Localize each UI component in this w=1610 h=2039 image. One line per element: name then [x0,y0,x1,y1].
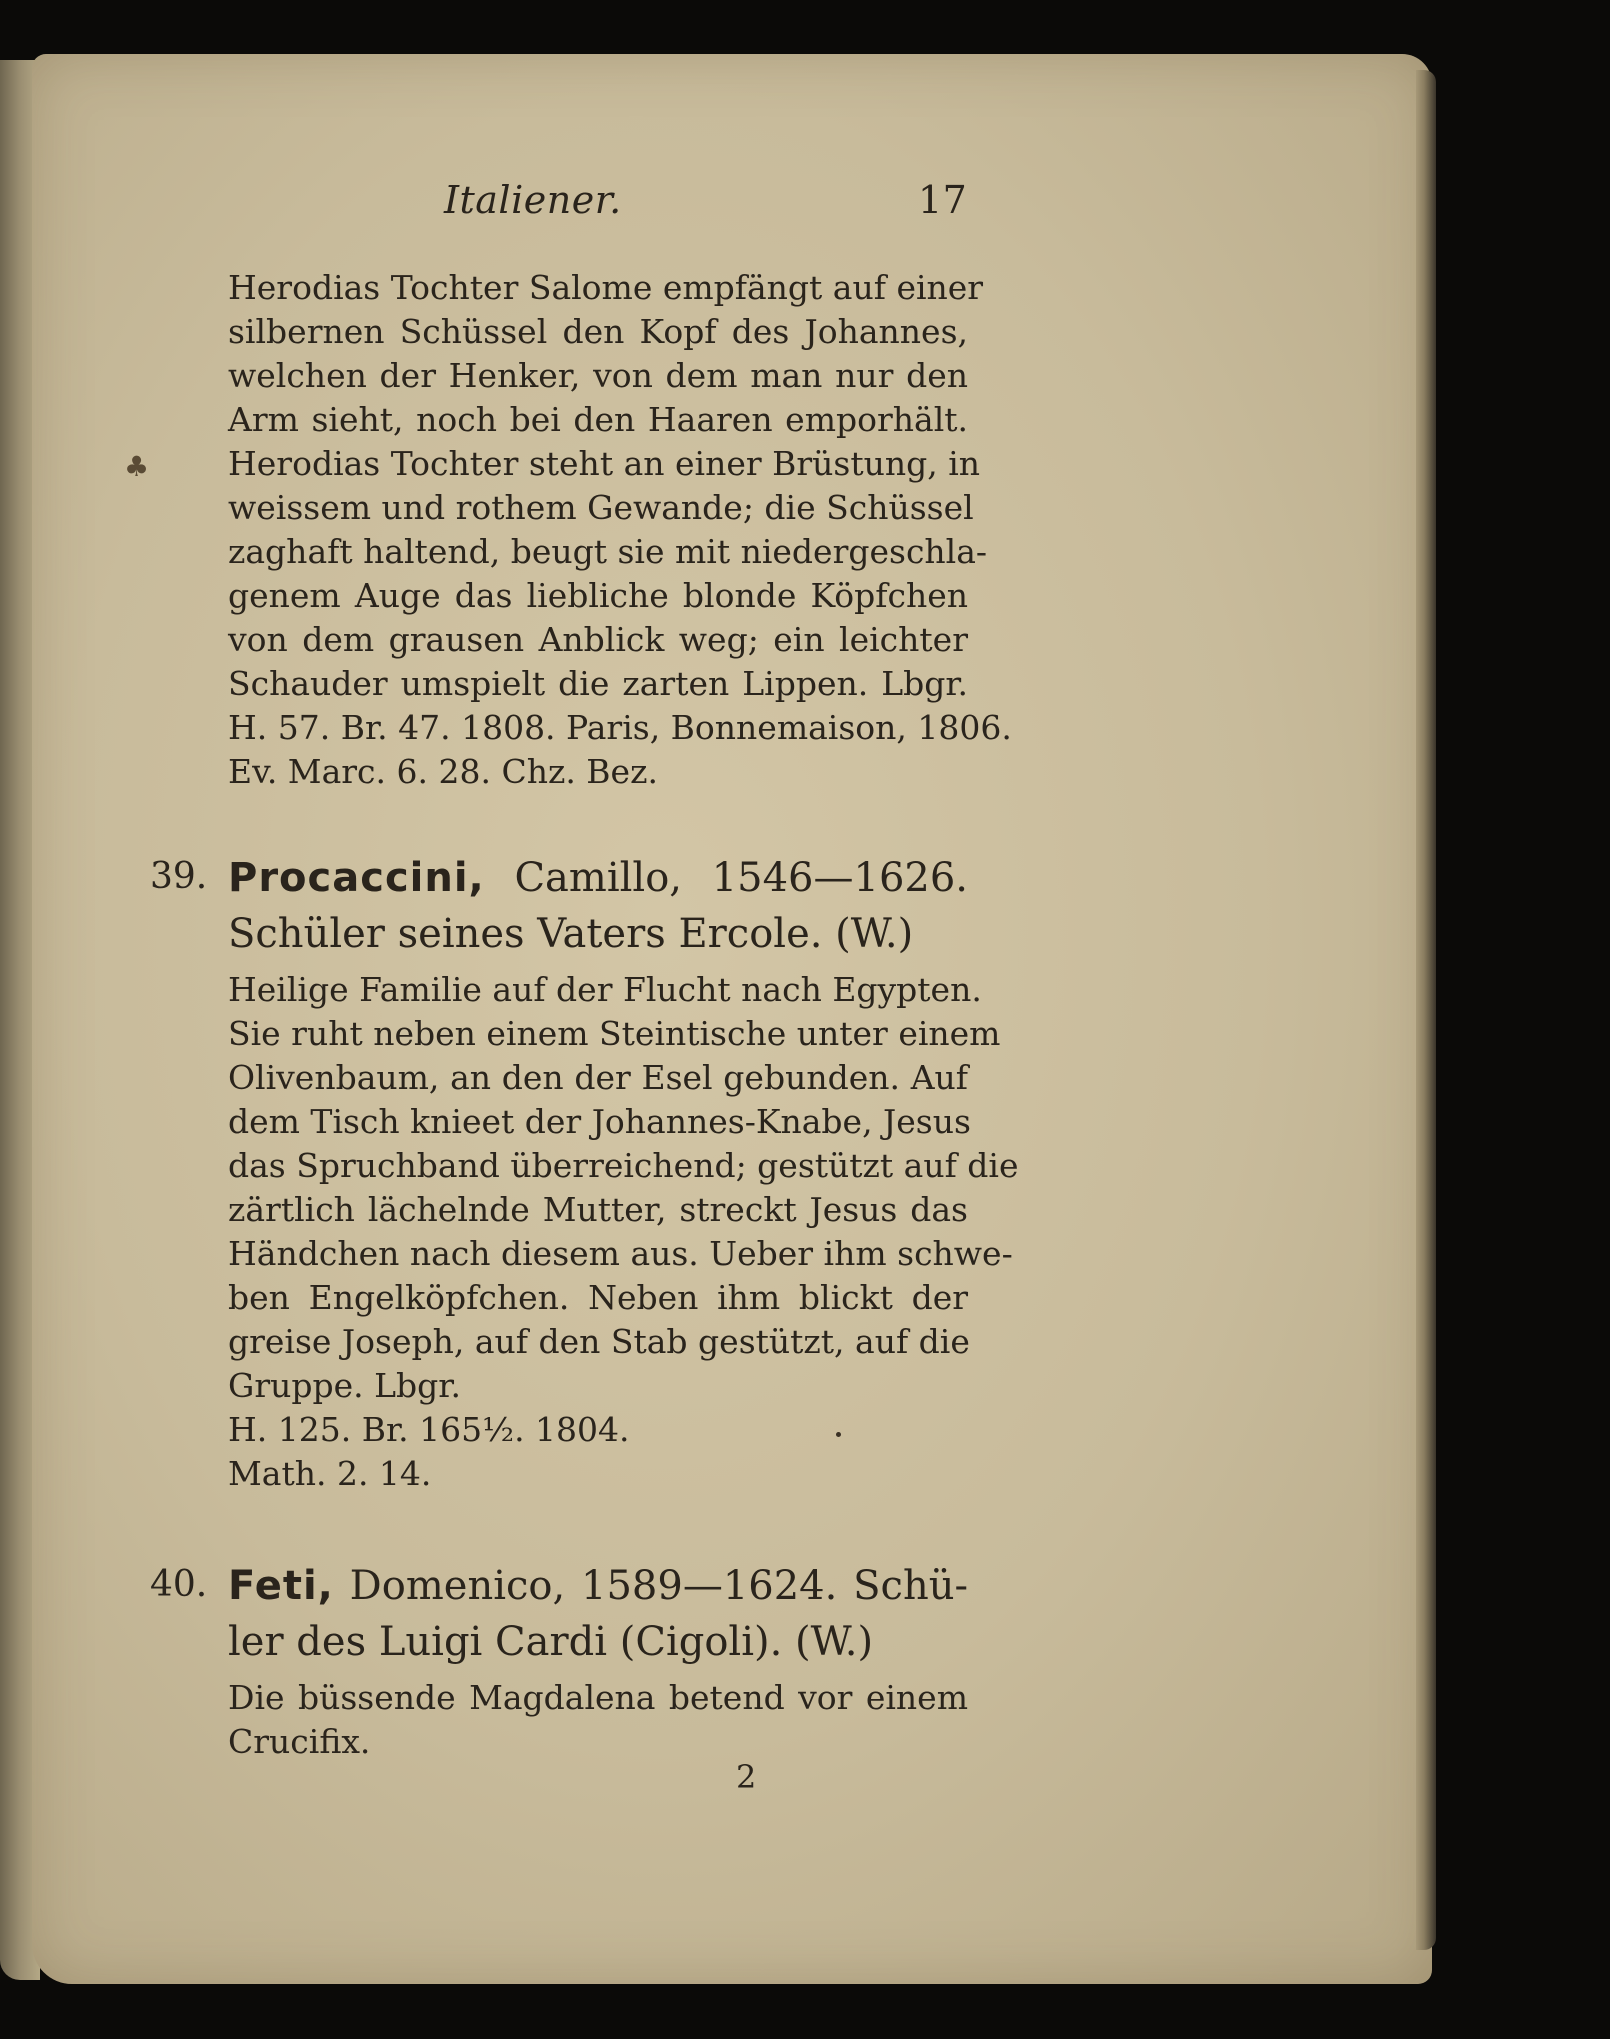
text-line: Arm sieht, noch bei den Haaren emporhält. [228,400,968,439]
text-line: Math. 2. 14. [228,1454,432,1493]
page-number: 17 [918,178,968,222]
text-line: H. 125. Br. 165½. 1804. [228,1410,630,1449]
text-line: silbernen Schüssel den Kopf des Johannes, [228,312,968,351]
artist-details: Camillo, 1546—1626. [484,855,968,901]
text-line: zärtlich lächelnde Mutter, streckt Jesus das [228,1190,968,1229]
text-line: Herodias Tochter Salome empfängt auf einer [228,268,984,307]
page-stack-edge [1416,70,1436,1950]
text-line: Gruppe. Lbgr. [228,1366,461,1405]
artist-details: Domenico, 1589—1624. Schü- [333,1563,968,1609]
text-line: Händchen nach diesem aus. Ueber ihm schwe- [228,1234,1013,1273]
entry-heading [228,850,968,962]
entry-number: 40. [150,1564,208,1605]
text-line: von dem grausen Anblick weg; ein leichter [228,620,968,659]
running-header-title: Italiener. [444,178,622,222]
stray-dot [836,1432,841,1437]
text-line: weissem und rothem Gewande; die Schüssel [228,488,974,527]
entry-number: 39. [150,856,208,897]
text-line: Die büssende Magdalena betend vor einem [228,1678,968,1717]
text-line: Crucifix. [228,1722,371,1761]
entry-heading-line [228,1558,968,1614]
intro-paragraph [228,266,1012,794]
signature-mark: 2 [736,1758,757,1796]
text-line: zaghaft haltend, beugt sie mit niedergeschla- [228,532,988,571]
entry-heading-line [228,850,968,906]
text-line: H. 57. Br. 47. 1808. Paris, Bonnemaison, 1806. [228,708,1012,747]
text-line: Heilige Familie auf der Flucht nach Egypten. [228,970,982,1009]
text-line: dem Tisch knieet der Johannes-Knabe, Jesus [228,1102,971,1141]
text-line: greise Joseph, auf den Stab gestützt, auf die [228,1322,970,1361]
entry-heading [228,1558,968,1670]
text-line: Sie ruht neben einem Steintische unter einem [228,1014,1001,1053]
margin-mark: ♣ [124,450,150,483]
artist-name: Feti, [228,1563,334,1609]
artist-name: Procaccini, [228,855,485,901]
text-line: Ev. Marc. 6. 28. Chz. Bez. [228,752,658,791]
text-line: Olivenbaum, an den der Esel gebunden. Auf [228,1058,968,1097]
entry-heading-line2: Schüler seines Vaters Ercole. (W.) [228,911,914,957]
text-line: das Spruchband überreichend; gestützt auf die [228,1146,1019,1185]
entry-description [228,968,1019,1496]
text-line: genem Auge das liebliche blonde Köpfchen [228,576,968,615]
text-line: Herodias Tochter steht an einer Brüstung, in [228,444,981,483]
text-line: ben Engelköpfchen. Neben ihm blickt der [228,1278,968,1317]
entry-description [228,1676,968,1764]
text-line: Schauder umspielt die zarten Lippen. Lbgr. [228,664,968,703]
text-line: welchen der Henker, von dem man nur den [228,356,968,395]
entry-heading-line2: ler des Luigi Cardi (Cigoli). (W.) [228,1619,874,1665]
